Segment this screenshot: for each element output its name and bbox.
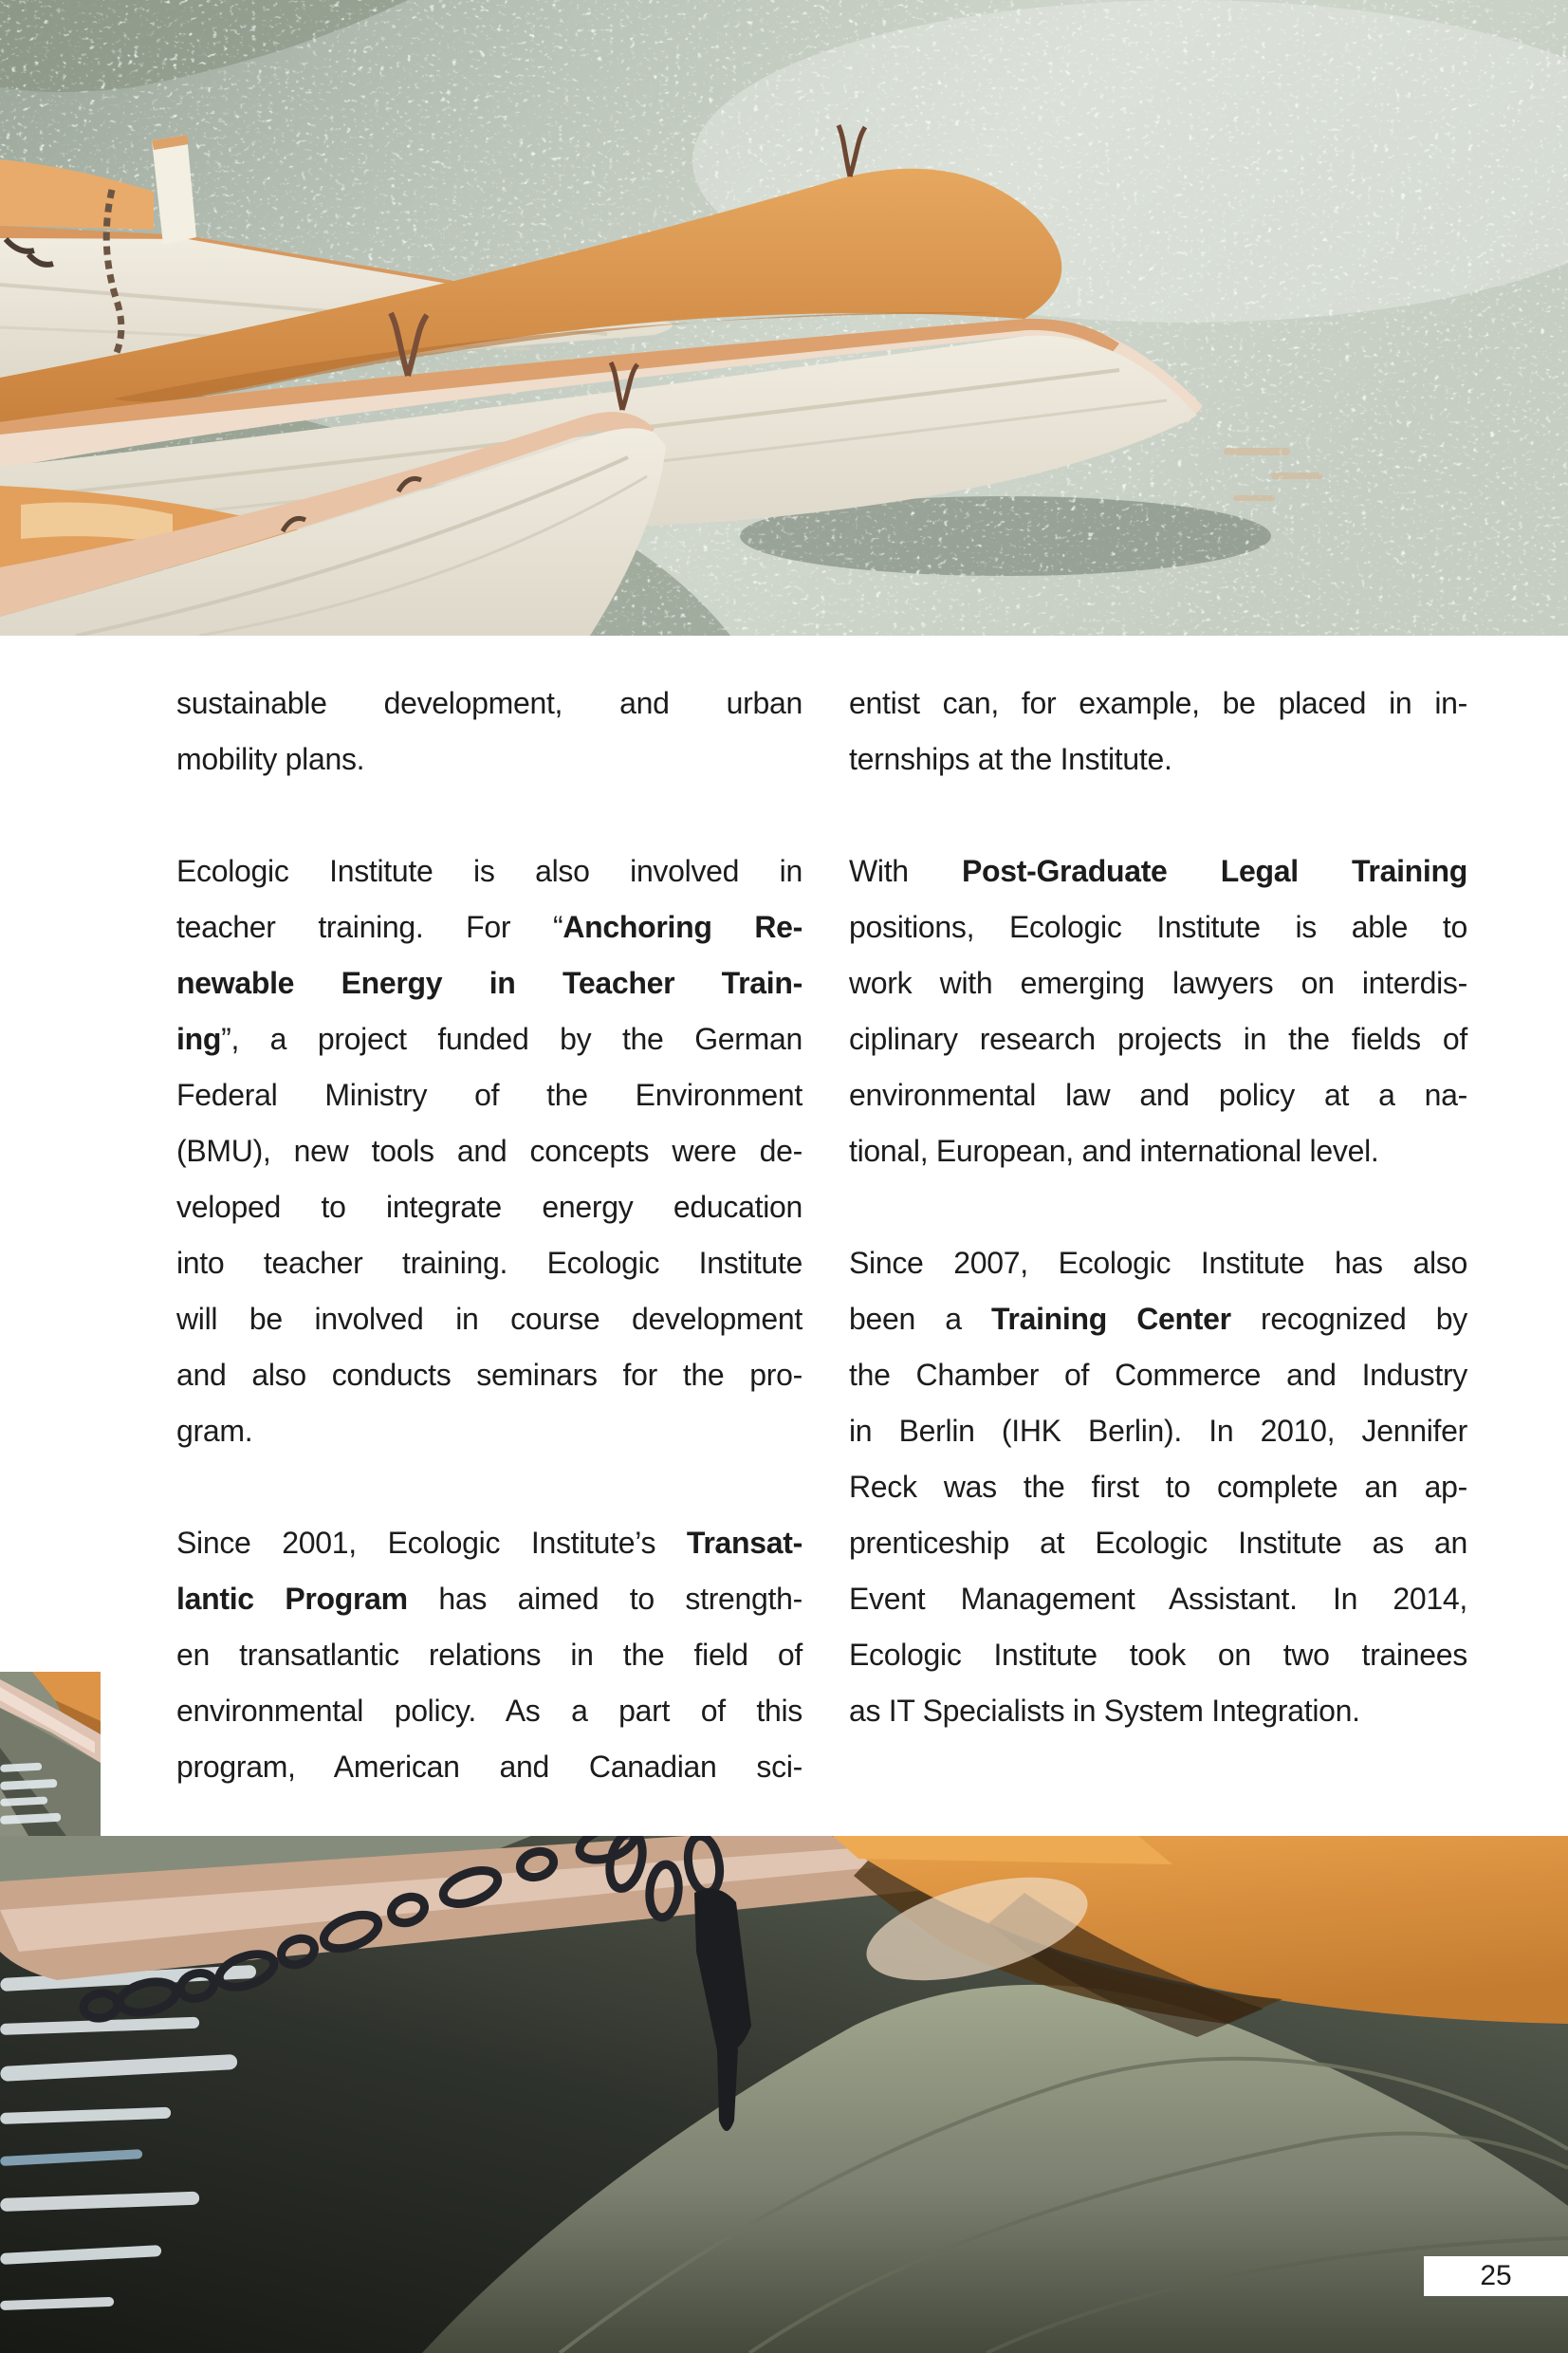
page-number-box [1424,2256,1568,2296]
text-line: gram. [176,1414,253,1448]
text-line: mobility plans. [176,742,365,776]
text-line: and also conducts seminars for the pro- [176,1358,802,1392]
bottom-photo-boat-bow [0,1836,1568,2353]
text-line: entist can, for example, be placed in in- [849,686,1467,720]
paragraph [176,1515,802,1795]
text-line: in Berlin (IHK Berlin). In 2010, Jennifer [849,1414,1467,1448]
page-number: 25 [1480,2260,1512,2291]
text-line: Ecologic Institute is also involved in [176,854,802,888]
text-column-right [849,676,1467,1795]
text-line: With Post-Graduate Legal Training [849,854,1467,888]
text-line: Since 2001, Ecologic Institute’s Transat- [176,1526,802,1560]
text-line: program, American and Canadian sci- [176,1750,802,1784]
paragraph [176,676,802,787]
text-line: ing”, a project funded by the German [176,1022,802,1056]
text-line: into teacher training. Ecologic Institute [176,1246,802,1280]
text-line: lantic Program has aimed to strength- [176,1582,802,1616]
text-line: been a Training Center recognized by [849,1302,1467,1336]
text-line: (BMU), new tools and concepts were de- [176,1134,802,1168]
paragraph [849,1235,1467,1739]
top-photo-boats [0,0,1568,636]
text-line: Event Management Assistant. In 2014, [849,1582,1467,1616]
text-line: Since 2007, Ecologic Institute has also [849,1246,1467,1280]
text-line: prenticeship at Ecologic Institute as an [849,1526,1467,1560]
paragraph [849,676,1467,787]
text-line: will be involved in course development [176,1302,802,1336]
text-line: sustainable development, and urban [176,686,802,720]
text-line: teacher training. For “Anchoring Re- [176,910,802,944]
text-line: work with emerging lawyers on interdis- [849,966,1467,1000]
text-line: Ecologic Institute took on two trainees [849,1638,1467,1672]
text-line: environmental law and policy at a na- [849,1078,1467,1112]
text-line: environmental policy. As a part of this [176,1694,802,1728]
text-line: the Chamber of Commerce and Industry [849,1358,1467,1392]
text-line: as IT Specialists in System Integration. [849,1694,1360,1728]
text-line: ternships at the Institute. [849,742,1172,776]
paragraph [849,843,1467,1179]
text-line: veloped to integrate energy education [176,1190,802,1224]
paragraph [176,843,802,1459]
text-line: en transatlantic relations in the field of [176,1638,802,1672]
text-line: positions, Ecologic Institute is able to [849,910,1467,944]
text-line: ciplinary research projects in the fields of [849,1022,1467,1056]
text-column-left [176,676,802,1851]
text-line: Reck was the first to complete an ap- [849,1470,1467,1504]
bottom-photo-strip [0,1672,101,1836]
text-line: tional, European, and international level. [849,1134,1379,1168]
text-line: Federal Ministry of the Environment [176,1078,802,1112]
text-line: newable Energy in Teacher Train- [176,966,802,1000]
